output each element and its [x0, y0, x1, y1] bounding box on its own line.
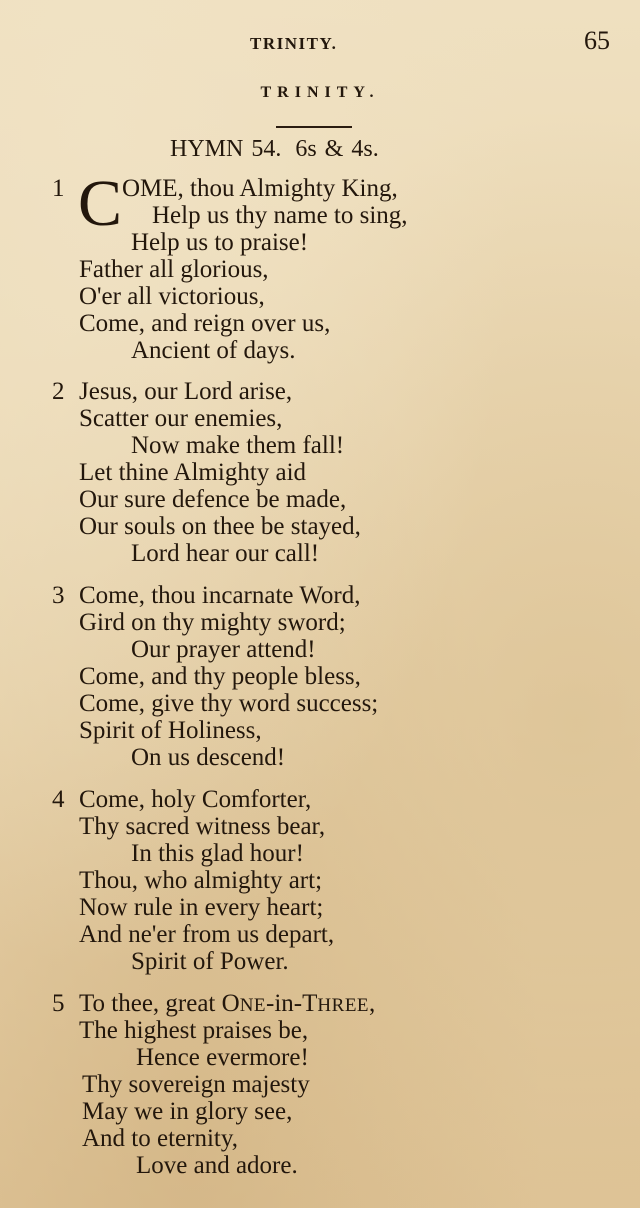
verse-line: And ne'er from us depart,	[79, 921, 335, 948]
verse-line: Hence evermore!	[136, 1044, 309, 1071]
verse-line: Jesus, our Lord arise,	[79, 378, 293, 405]
verse-line: Let thine Almighty aid	[79, 459, 307, 486]
verse-line: Spirit of Power.	[131, 948, 289, 975]
hymn-heading	[170, 136, 379, 163]
verse-line: Now make them fall!	[131, 432, 345, 459]
verse-line: OME, thou Almighty King,	[122, 175, 398, 202]
verse-line: Now rule in every heart;	[79, 894, 324, 921]
verse-line: Ancient of days.	[131, 337, 296, 364]
verse-line: Come, thou incarnate Word,	[79, 582, 361, 609]
stanza-number: 3	[52, 582, 65, 609]
stanza-number: 1	[52, 175, 65, 202]
verse-line: And to eternity,	[82, 1125, 238, 1152]
verse-line: Thou, who almighty art;	[79, 867, 323, 894]
verse-line: Gird on thy mighty sword;	[79, 609, 346, 636]
verse-line: Come, give thy word success;	[79, 690, 379, 717]
section-title: TRINITY.	[260, 84, 380, 101]
verse-line: Come, and thy people bless,	[79, 663, 361, 690]
verse-line: Our souls on thee be stayed,	[79, 513, 361, 540]
verse-text: O	[221, 990, 240, 1017]
title-rule	[276, 126, 352, 128]
running-head: TRINITY.	[250, 34, 338, 53]
verse-text: -in-	[266, 990, 303, 1017]
verse-line: Come, and reign over us,	[79, 310, 331, 337]
verse-line: May we in glory see,	[82, 1098, 293, 1125]
verse-text: T	[302, 990, 318, 1017]
verse-line: Father all glorious,	[79, 256, 269, 283]
verse-line: Help us to praise!	[131, 229, 309, 256]
hymn-number: HYMN 54.	[170, 136, 282, 162]
verse-text: To thee, great	[79, 990, 222, 1017]
verse-line: The highest praises be,	[79, 1017, 309, 1044]
small-caps-text: NE	[239, 995, 267, 1016]
stanza-number: 2	[52, 378, 65, 405]
verse-line: Come, holy Comforter,	[79, 786, 312, 813]
hymn-meter: 6s & 4s.	[295, 136, 379, 162]
page-number: 65	[584, 26, 610, 55]
verse-line: Spirit of Holiness,	[79, 717, 262, 744]
verse-line: Love and adore.	[136, 1152, 298, 1179]
verse-line: On us descend!	[131, 744, 286, 771]
verse-line: Scatter our enemies,	[79, 405, 283, 432]
verse-text: ,	[369, 990, 376, 1017]
verse-line: Lord hear our call!	[131, 540, 320, 567]
verse-line: Help us thy name to sing,	[152, 202, 408, 229]
stanza-number: 5	[52, 990, 65, 1017]
verse-line: Our prayer attend!	[131, 636, 316, 663]
verse-line: Thy sovereign majesty	[82, 1071, 310, 1098]
verse-line	[79, 990, 375, 1019]
verse-line: In this glad hour!	[131, 840, 304, 867]
drop-cap: C	[78, 167, 123, 240]
verse-line: Our sure defence be made,	[79, 486, 347, 513]
verse-line: Thy sacred witness bear,	[79, 813, 326, 840]
stanza-number: 4	[52, 786, 65, 813]
verse-line: O'er all victorious,	[79, 283, 265, 310]
small-caps-text: HREE	[317, 995, 370, 1016]
